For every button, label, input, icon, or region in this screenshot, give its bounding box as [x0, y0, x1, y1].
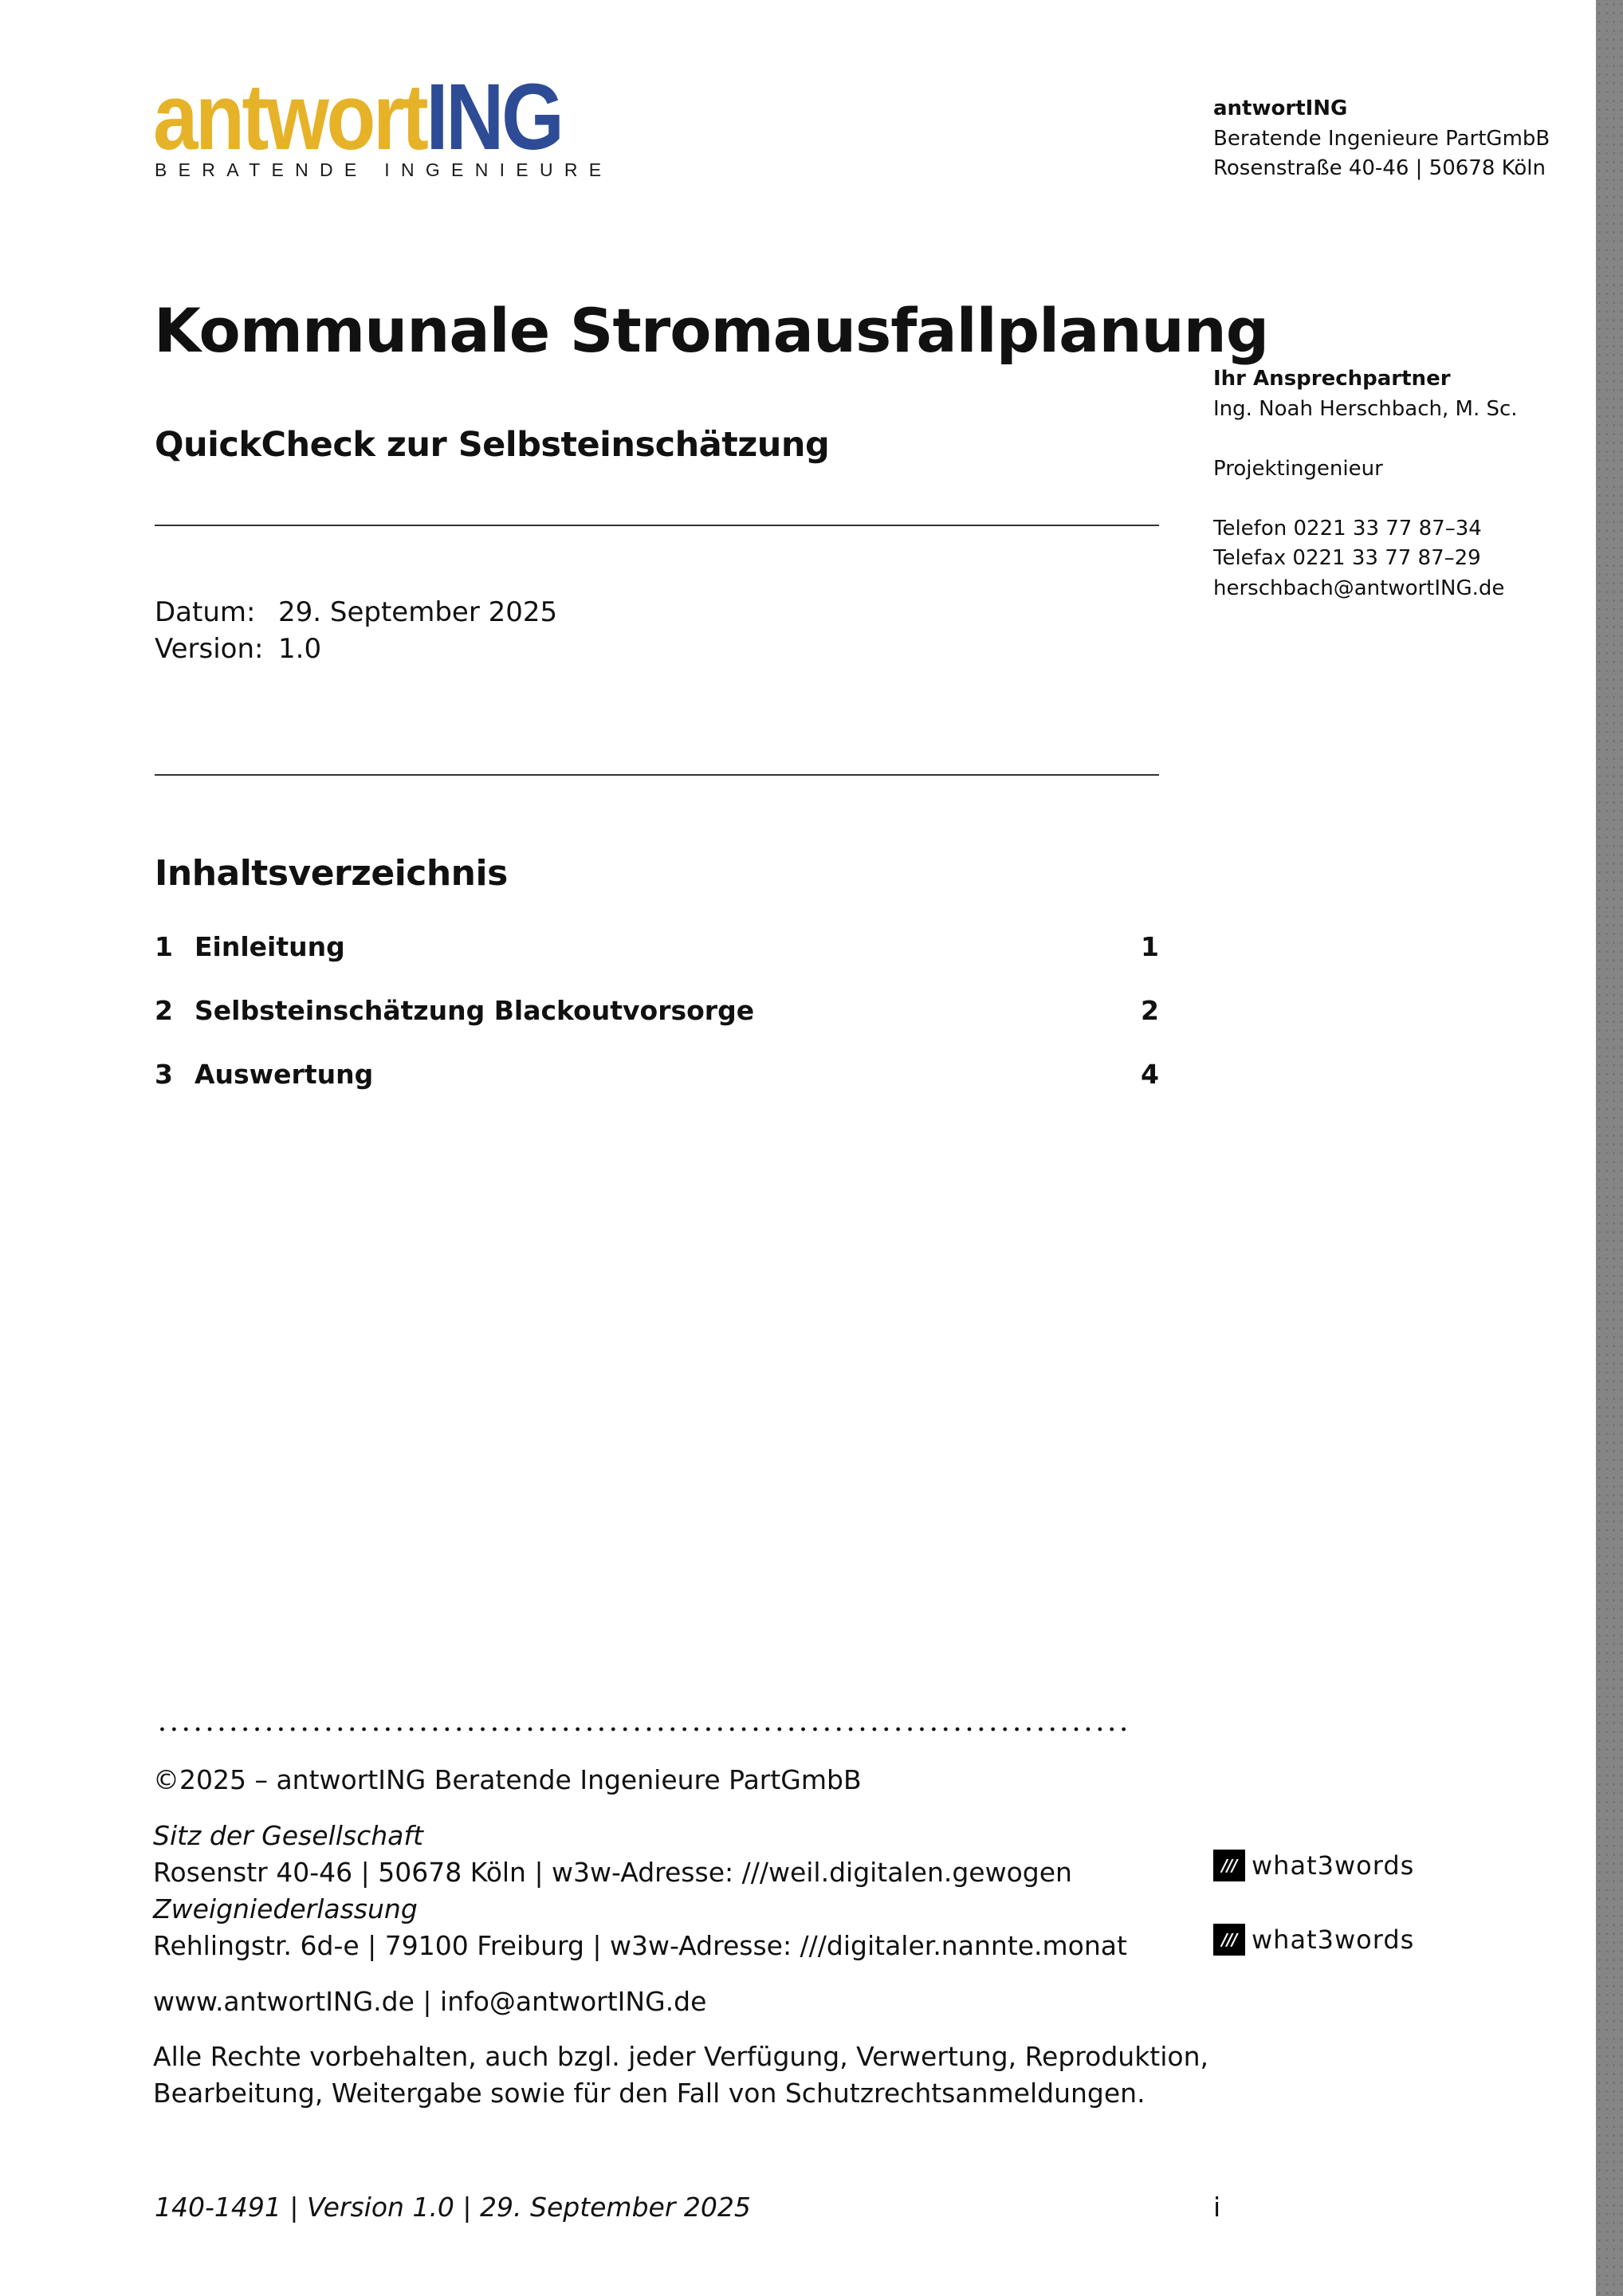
version-label: Version: [155, 633, 264, 665]
toc-entry[interactable] [155, 931, 1159, 995]
footer-web-links[interactable]: www.antwortING.de | info@antwortING.de [153, 1986, 707, 2017]
branch-label: Zweigniederlassung [153, 1893, 418, 1924]
toc-entry[interactable] [155, 1059, 1159, 1122]
contact-email[interactable]: herschbach@antwortING.de [1213, 576, 1505, 600]
toc-entry-number: 1 [155, 931, 173, 962]
toc-entry-label: Auswertung [195, 1059, 374, 1090]
rights-line-1: Alle Rechte vorbehalten, auch bzgl. jeder Verfügung, Verwertung, Reproduktion, [153, 2041, 1209, 2072]
contact-heading: Ihr Ansprechpartner [1213, 367, 1451, 391]
page-number: i [1213, 2192, 1221, 2223]
hq-label: Sitz der Gesellschaft [153, 1820, 423, 1851]
company-logo [153, 65, 613, 183]
what3words-icon: /// [1213, 1850, 1245, 1881]
what3words-badge-hq [1213, 1849, 1414, 1882]
version-value: 1.0 [278, 633, 322, 665]
contact-block [1213, 364, 1518, 603]
logo-wordmark [153, 65, 562, 170]
company-address: Rosenstraße 40-46 | 50678 Köln [1213, 156, 1546, 180]
divider-top [155, 525, 1159, 526]
rights-line-2: Bearbeitung, Weitergabe sowie für den Fall von Schutzrechtsanmeldungen. [153, 2078, 1146, 2109]
divider-bottom [155, 774, 1159, 776]
what3words-label: what3words [1252, 1924, 1415, 1955]
document-meta [155, 594, 557, 667]
contact-name: Ing. Noah Herschbach, M. Sc. [1213, 396, 1518, 421]
toc-entry-page: 1 [1141, 931, 1159, 962]
toc-entry[interactable] [155, 995, 1159, 1059]
company-address-block [1213, 94, 1550, 184]
company-name: antwortING [1213, 96, 1348, 120]
meta-version-row [155, 631, 557, 667]
footer-dotted-separator [156, 1727, 1129, 1732]
date-value: 29. September 2025 [278, 596, 558, 628]
what3words-label: what3words [1252, 1850, 1415, 1881]
meta-date-row [155, 594, 557, 631]
hq-address: Rosenstr 40-46 | 50678 Köln | w3w-Adresse: ///weil.digitalen.gewogen [153, 1857, 1072, 1888]
toc-heading: Inhaltsverzeichnis [155, 853, 508, 894]
toc-entry-page: 4 [1141, 1059, 1159, 1090]
what3words-icon: /// [1213, 1924, 1245, 1956]
toc-entry-number: 2 [155, 995, 173, 1026]
logo-word-blue: ING [426, 65, 562, 170]
toc-entry-number: 3 [155, 1059, 173, 1090]
date-label: Datum: [155, 596, 256, 628]
contact-phone: Telefon 0221 33 77 87–34 [1213, 516, 1482, 541]
toc-entry-label: Einleitung [195, 931, 345, 962]
table-of-contents [155, 931, 1159, 1122]
contact-fax: Telefax 0221 33 77 87–29 [1213, 546, 1481, 570]
footer-rights-notice [153, 2038, 1208, 2112]
document-title: Kommunale Stromausfallplanung [154, 295, 1269, 366]
toc-entry-label: Selbsteinschätzung Blackoutvorsorge [195, 995, 755, 1026]
footer-copyright: ©2025 – antwortING Beratende Ingenieure PartGmbB [153, 1764, 862, 1795]
contact-role: Projektingenieur [1213, 456, 1383, 481]
branch-address: Rehlingstr. 6d-e | 79100 Freiburg | w3w-Adresse: ///digitaler.nannte.monat [153, 1930, 1127, 1961]
logo-tagline: BERATENDE INGENIEURE [155, 159, 613, 180]
logo-word-gold: antwort [153, 65, 426, 170]
what3words-badge-branch [1213, 1923, 1414, 1956]
toc-entry-page: 2 [1141, 995, 1159, 1026]
footer-document-id: 140-1491 | Version 1.0 | 29. September 2025 [155, 2192, 751, 2223]
footer-addresses [153, 1818, 1127, 1964]
document-subtitle: QuickCheck zur Selbsteinschätzung [155, 425, 830, 465]
company-legal-form: Beratende Ingenieure PartGmbB [1213, 126, 1550, 151]
viewer-background-gutter [1596, 0, 1623, 2296]
